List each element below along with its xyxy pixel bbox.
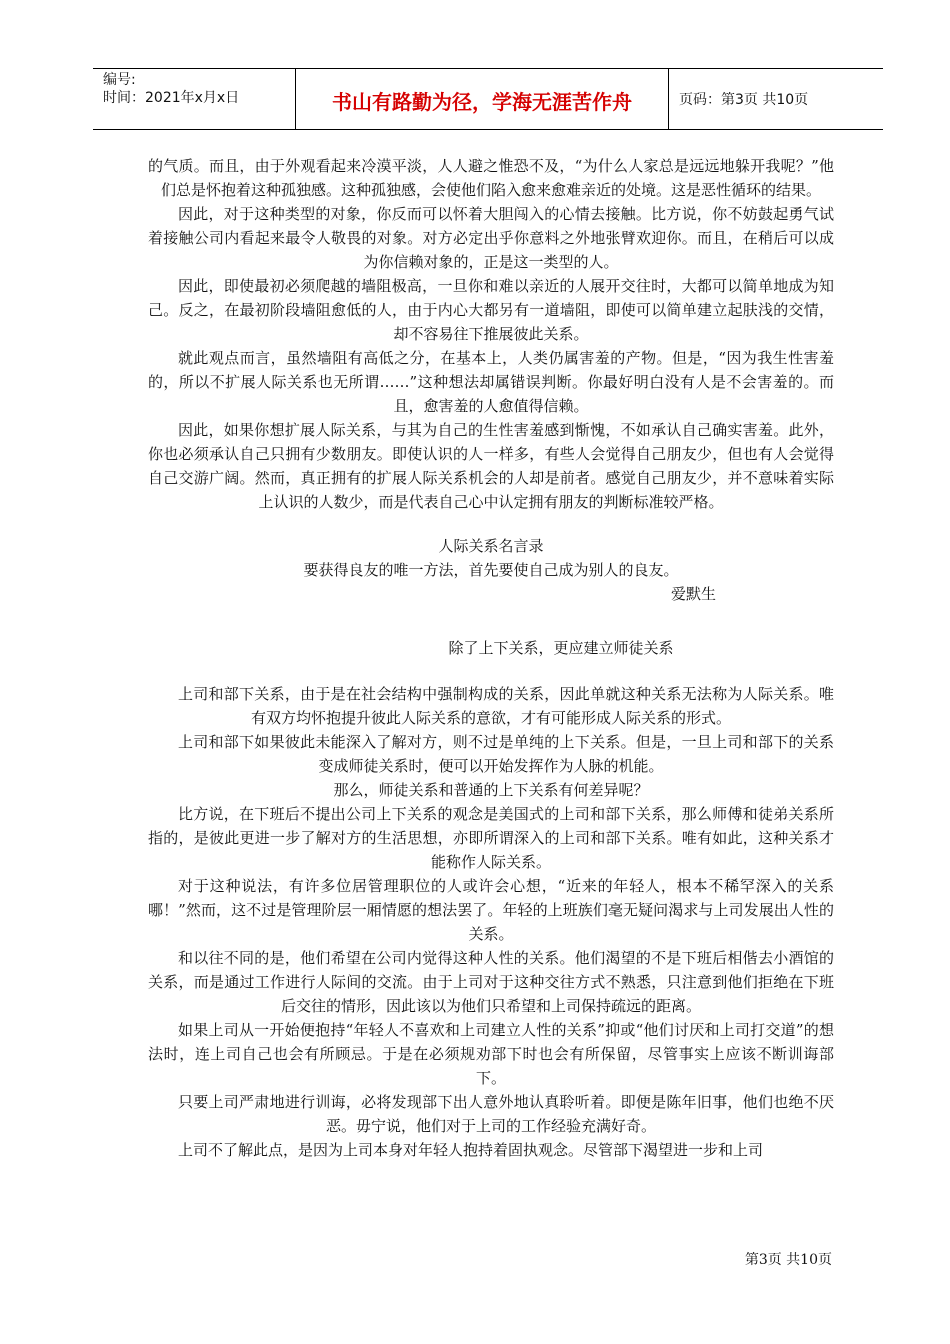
code-label: 编号:: [103, 72, 136, 88]
paragraph: 对于这种说法，有许多位居管理职位的人或许会心想，“近来的年轻人，根本不稀罕深入的关系哪！”然而，这不过是管理阶层一厢情愿的想法罢了。年轻的上班族们毫无疑问渴求与上司发展出人性的关系。: [148, 877, 834, 943]
paragraph: 因此，如果你想扩展人际关系，与其为自己的生性害羞感到惭愧，不如承认自己确实害羞。此外，你也必须承认自己只拥有少数朋友。即使认识的人一样多，有些人会觉得自己朋友少，但也有人会觉得自己交游广阔。然而，真正拥有的扩展人际关系机会的人却是前者。感觉自己朋友少，并不意味着实际上认识的人数少，而是代表自己心中认定拥有朋友的判断标准较严格。: [148, 421, 834, 511]
page-header: [93, 68, 883, 130]
paragraph: 和以往不同的是，他们希望在公司内觉得这种人性的关系。他们渴望的不是下班后相偕去小酒馆的关系，而是通过工作进行人际间的交流。由于上司对于这种交往方式不熟悉，只注意到他们拒绝在下班后交往的情形，因此该以为他们只希望和上司保持疏远的距离。: [148, 949, 834, 1015]
page-number-label: 页码：第3页 共10页: [679, 92, 809, 108]
paragraph: 那么，师徒关系和普通的上下关系有何差异呢？: [333, 781, 649, 799]
document-body: [148, 154, 834, 1162]
quote-text: 要获得良友的唯一方法，首先要使自己成为别人的良友。: [303, 561, 679, 579]
header-meta-cell: [93, 69, 296, 129]
paragraph: 因此，对于这种类型的对象，你反而可以怀着大胆闯入的心情去接触。比方说，你不妨鼓起勇气试着接触公司内看起来最令人敬畏的对象。对方必定出乎你意料之外地张臂欢迎你。而且，在稍后可以成为你信赖对象的，正是这一类型的人。: [148, 205, 834, 271]
paragraph: 就此观点而言，虽然墙阻有高低之分，在基本上，人类仍属害羞的产物。但是，“因为我生性害羞的，所以不扩展人际关系也无所谓……”这种想法却属错误判断。你最好明白没有人是不会害羞的。而且，愈害羞的人愈值得信赖。: [148, 349, 834, 415]
paragraph: 上司和部下关系，由于是在社会结构中强制构成的关系，因此单就这种关系无法称为人际关系。唯有双方均怀抱提升彼此人际关系的意欲，才有可能形成人际关系的形式。: [178, 685, 834, 727]
paragraph: 比方说，在下班后不提出公司上下关系的观念是美国式的上司和部下关系，那么师傅和徒弟关系所指的，是彼此更进一步了解对方的生活思想，亦即所谓深入的上司和部下关系。唯有如此，这种关系才能称作人际关系。: [148, 805, 834, 871]
page-footer: 第3页 共10页: [744, 1252, 832, 1268]
paragraph: 如果上司从一开始便抱持“年轻人不喜欢和上司建立人性的关系”抑或“他们讨厌和上司打交道”的想法时，连上司自己也会有所顾忌。于是在必须规劝部下时也会有所保留，尽管事实上应该不断训诲部下。: [148, 1021, 834, 1087]
section-title: 除了上下关系，更应建立师徒关系: [448, 639, 674, 657]
quote-author: 爱默生: [670, 585, 716, 603]
quote-title: 人际关系名言录: [438, 537, 544, 555]
header-motto-cell: [296, 69, 669, 129]
header-page-cell: [669, 69, 883, 129]
paragraph: 上司不了解此点，是因为上司本身对年轻人抱持着固执观念。尽管部下渴望进一步和上司: [178, 1141, 764, 1159]
motto-text: 书山有路勤为径，学海无涯苦作舟: [332, 90, 632, 114]
time-label: 时间：2021年x月x日: [103, 90, 240, 106]
paragraph: 只要上司严肃地进行训诲，必将发现部下出人意外地认真聆听着。即便是陈年旧事，他们也绝不厌恶。毋宁说，他们对于上司的工作经验充满好奇。: [178, 1093, 834, 1135]
paragraph: 因此，即使最初必须爬越的墙阻极高，一旦你和难以亲近的人展开交往时，大都可以简单地成为知己。反之，在最初阶段墙阻愈低的人，由于内心大都另有一道墙阻，即使可以简单建立起肤浅的交情，却不容易往下推展彼此关系。: [148, 277, 834, 343]
paragraph: 的气质。而且，由于外观看起来冷漠平淡，人人避之惟恐不及，“为什么人家总是远远地躲开我呢？”他们总是怀抱着这种孤独感。这种孤独感，会使他们陷入愈来愈难亲近的处境。这是恶性循环的结果。: [148, 157, 834, 199]
paragraph: 上司和部下如果彼此未能深入了解对方，则不过是单纯的上下关系。但是，一旦上司和部下的关系变成师徒关系时，便可以开始发挥作为人脉的机能。: [178, 733, 834, 775]
